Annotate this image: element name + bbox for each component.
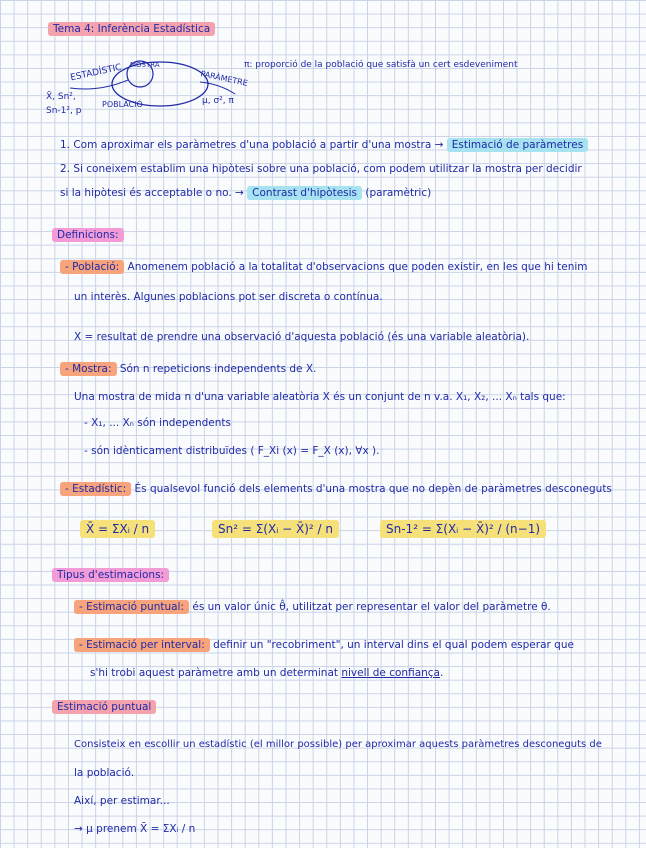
estadistic-term: - Estadístic: [60,482,131,496]
aixi-line: Així, per estimar... [74,795,170,807]
parametre-label: PARÀMETRE [199,69,249,88]
definicions-heading: Definicions: [52,228,124,242]
poblacio-def-line-1: - Població: Anomenem població a la totalitat d'observacions que poden existir, en les que hi tenim [60,260,588,274]
puntual-term: - Estimació puntual: [74,600,189,614]
poblacio-label: POBLACIÓ [102,100,143,109]
estadistic-def-line: - Estadístic: És qualsevol funció dels elements d'una mostra que no depèn de paràmetres desconeguts [60,482,612,496]
estadistic-label: ESTADÍSTIC [69,62,123,84]
left-symbols: X̄, Sn², [46,92,76,102]
x-definition: X = resultat de prendre una observació d'aquesta població (és una variable aleatòria). [74,331,530,343]
intro-line-2: 2. Si coneixem establim una hipòtesi sobre una població, com podem utilitzar la mostra per decidir [60,163,582,175]
interval-term: - Estimació per interval: [74,638,210,652]
formula-sn2: Sn² = Σ(Xᵢ − X̄)² / n [212,522,339,536]
estimacio-highlight: Estimació de paràmetres [447,138,588,152]
nivell-confianca: nivell de confiança [341,667,440,679]
mostra-def-line-2: Una mostra de mida n d'una variable aleatòria X és un conjunt de n v.a. X₁, X₂, ... Xₙ tals que: [74,391,566,403]
left-symbols-2: Sn-1², p [46,106,82,116]
intro-line-3: si la hipòtesi és acceptable o no. → Contrast d'hipòtesis (paramètric) [60,187,432,199]
mostra-item-1: - X₁, ... Xₙ són independents [84,417,231,429]
intro-line-1: 1. Com aproximar els paràmetres d'una població a partir d'una mostra → Estimació de paràmetres [60,138,588,152]
puntual-def-line-2: la població. [74,767,135,779]
pi-note: π: proporció de la població que satisfà un cert esdeveniment [244,60,518,70]
mostra-item-2: - són idènticament distribuïdes ( F_Xi (x) = F_X (x), ∀x ). [84,445,380,457]
tipus-heading: Tipus d'estimacions: [52,568,169,582]
interval-def-line-2: s'hi trobi aquest paràmetre amb un determinat nivell de confiança. [90,667,444,679]
poblacio-term: - Població: [60,260,124,274]
mu-line: → μ prenem X̄ = ΣXᵢ / n [74,823,196,835]
right-symbols: μ, σ², π [202,96,234,106]
contrast-highlight: Contrast d'hipòtesis [247,186,362,200]
puntual-def-line: - Estimació puntual: és un valor únic θ̂, utilitzat per representar el valor del paràmetre θ. [74,600,551,614]
puntual-def-line-1: Consisteix en escollir un estadístic (el millor possible) per aproximar aquests paràmetres desconeguts de [74,739,602,750]
formula-sn1: Sn-1² = Σ(Xᵢ − X̄)² / (n−1) [380,522,546,536]
puntual-heading: Estimació puntual [52,700,156,714]
poblacio-def-line-2: un interès. Algunes poblacions pot ser discreta o contínua. [74,291,383,303]
mostra-term: - Mostra: [60,362,117,376]
page-title: Tema 4: Inferència Estadística [48,22,215,36]
formula-mean: X̄ = ΣXᵢ / n [80,522,155,536]
interval-def-line-1: - Estimació per interval: definir un "recobriment", un interval dins el qual podem esperar que [74,638,574,652]
mostra-def-line-1: - Mostra: Són n repeticions independents de X. [60,362,316,376]
mostra-label: MOSTRA [130,61,160,69]
